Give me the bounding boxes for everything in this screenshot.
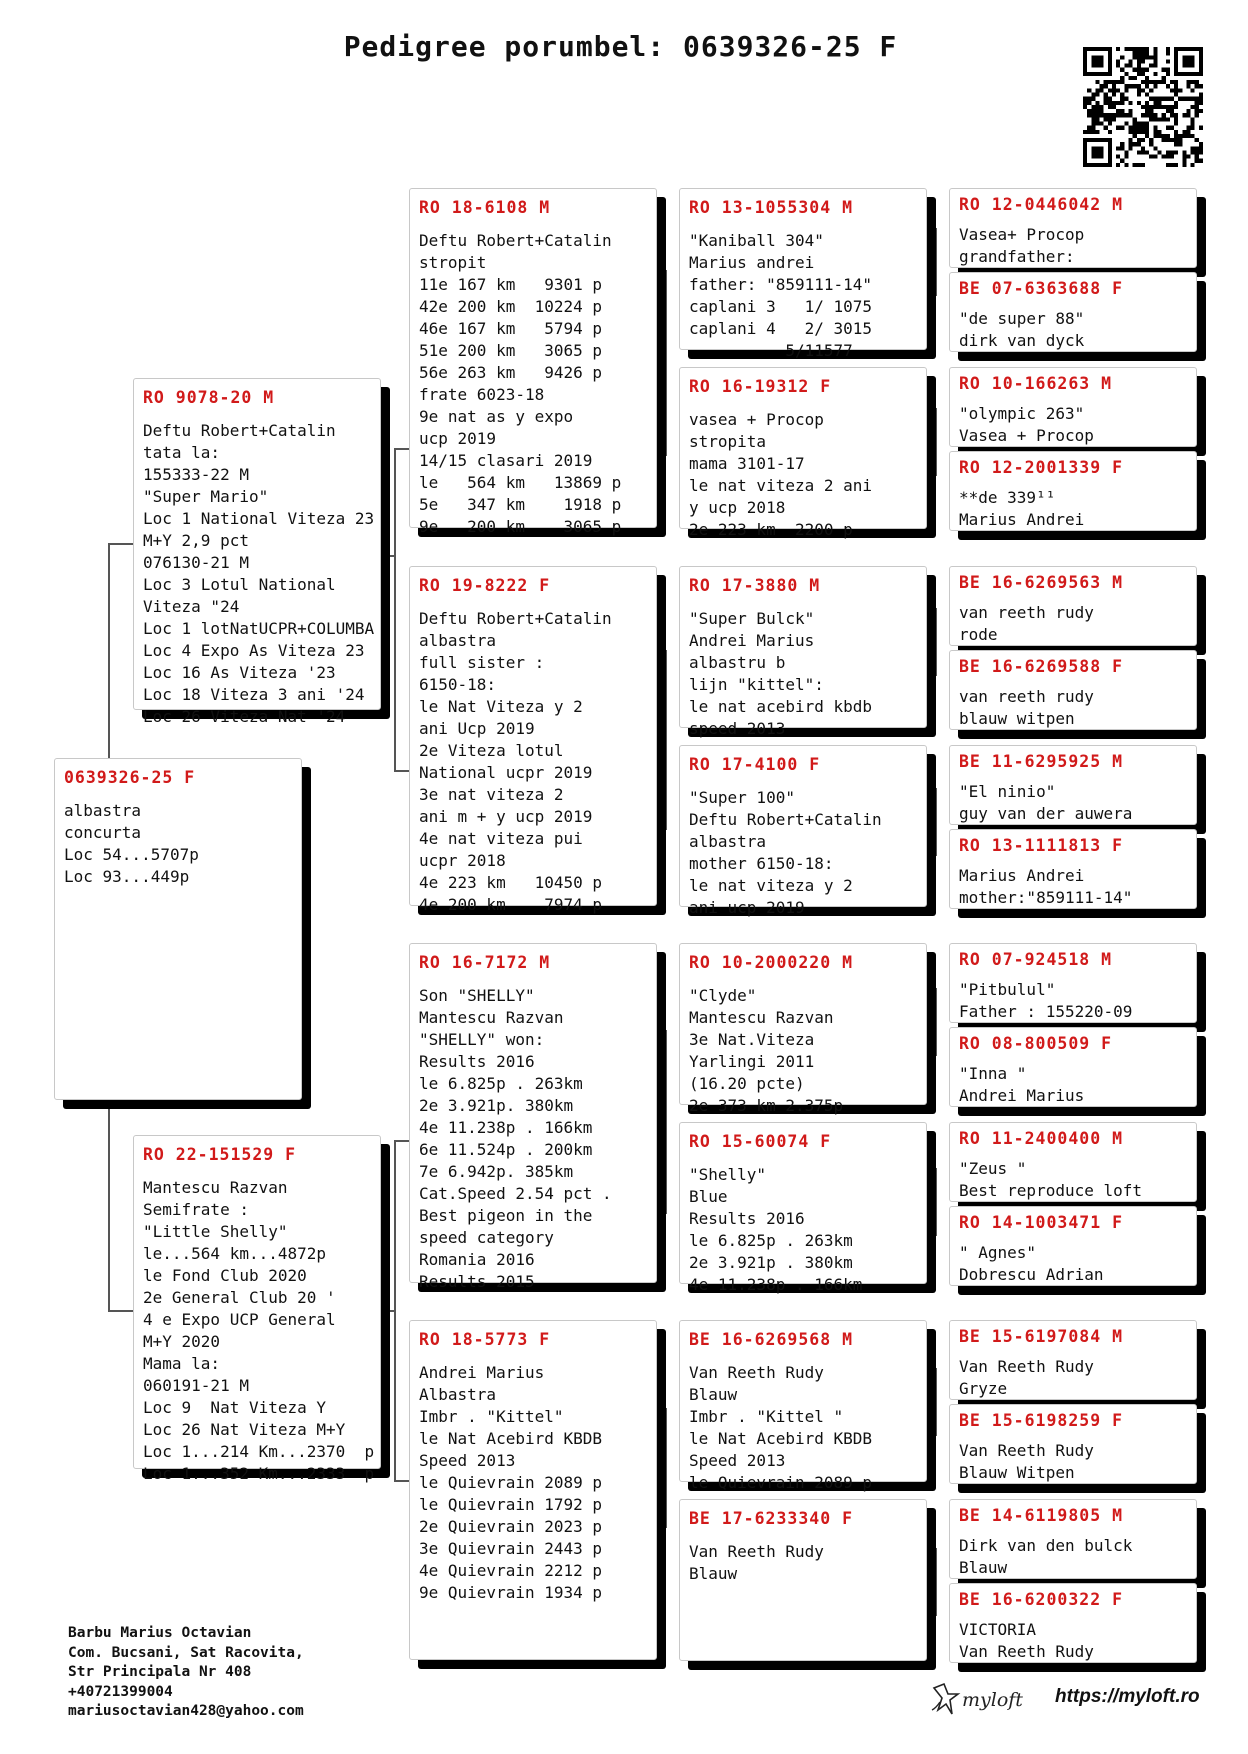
note-line: caplani 4 2/ 3015 <box>689 319 873 338</box>
pigeon-notes <box>959 308 1187 351</box>
note-line: Loc 3 Lotul National <box>143 575 336 594</box>
note-line: Speed 2013 <box>419 1451 516 1470</box>
ring-number: BE 14-6119805 M <box>959 1506 1124 1525</box>
note-line: Cat.Speed 2.54 pct . <box>419 1184 612 1203</box>
connector-line <box>384 1310 396 1312</box>
ring-number: RO 13-1111813 F <box>959 836 1124 855</box>
note-line: "olympic 263" <box>959 404 1085 423</box>
note-line: 6e 11.524p . 200km <box>419 1140 593 1159</box>
note-line: Andrei Marius <box>419 1363 545 1382</box>
pedigree-card-gen5[interactable] <box>949 829 1197 909</box>
connector-line <box>935 228 937 296</box>
owner-address-line: Com. Bucsani, Sat Racovita, <box>68 1644 304 1661</box>
note-line: le Fond Club 2020 <box>143 1266 307 1285</box>
note-line: Dirk van den bulck <box>959 1536 1133 1555</box>
pigeon-notes <box>689 608 917 740</box>
note-line: mother 6150-18: <box>689 854 834 873</box>
note-line: 14/15 clasari 2019 <box>419 451 593 470</box>
ring-number: RO 9078-20 M <box>143 388 275 407</box>
note-line: M+Y 2,9 pct <box>143 531 249 550</box>
note-line: Father : 155220-09 <box>959 1001 1133 1021</box>
note-line: le...564 km...4872p <box>143 1244 327 1263</box>
note-line: 7e 6.942p. 385km <box>419 1162 574 1181</box>
note-line: le Quievrain 1792 p <box>419 1495 603 1514</box>
note-line: Best reproduce loft <box>959 1180 1143 1200</box>
note-line: Vasea+ Procop <box>959 225 1085 244</box>
note-line: speed 2013 <box>689 719 786 738</box>
note-line: Imbr . "Kittel " <box>689 1407 844 1426</box>
note-line: 2e Quievrain 2023 p <box>419 1517 603 1536</box>
note-line: Results 2016 <box>419 1052 535 1071</box>
pedigree-card-dss[interactable] <box>679 943 927 1115</box>
connector-line <box>108 1310 133 1312</box>
pedigree-card-gen5[interactable] <box>949 272 1197 352</box>
ring-number: RO 10-166263 M <box>959 374 1113 393</box>
connector-line <box>665 1408 667 1528</box>
pedigree-card-gen5[interactable] <box>949 1583 1197 1663</box>
note-line: Romania 2016 <box>419 1250 535 1269</box>
note-line: 4e 11.238p . 166km <box>689 1275 863 1294</box>
note-line: Van Reeth Rudy <box>959 1441 1094 1460</box>
note-line: van reeth rudy <box>959 687 1094 706</box>
note-line: Best pigeon in the <box>419 1206 593 1225</box>
pigeon-notes <box>959 487 1187 530</box>
note-line: National ucpr 2019 <box>419 763 593 782</box>
note-line: Van Reeth Rudy <box>959 1357 1094 1376</box>
pigeon-notes <box>959 403 1187 446</box>
note-line: le Nat Acebird KBDB <box>419 1429 603 1448</box>
note-line: 46e 167 km 5794 p <box>419 319 603 338</box>
note-line: "SHELLY" won: <box>419 1030 545 1049</box>
pigeon-notes <box>419 608 647 916</box>
note-line: 56e 263 km 9426 p <box>419 363 603 382</box>
note-line: Viteza "24 <box>143 597 240 616</box>
note-line: 5/11577 <box>689 341 853 360</box>
connector-line <box>394 770 409 772</box>
note-line: caplani 3 1/ 1075 <box>689 297 873 316</box>
connector-line <box>394 1480 409 1482</box>
note-line: Loc 1...352 Km...2333 p <box>143 1464 375 1483</box>
pedigree-card-subject[interactable] <box>54 758 302 1100</box>
note-line: Deftu Robert+Catalin <box>143 421 336 440</box>
note-line: "Super 100" <box>689 788 795 807</box>
ring-number: BE 11-6295925 M <box>959 752 1124 771</box>
note-line: grandfather: <box>959 246 1075 266</box>
myloft-logo-text: myloft <box>962 1689 1023 1711</box>
ring-number: BE 16-6200322 F <box>959 1590 1124 1609</box>
pedigree-card-sire-dam[interactable] <box>409 566 657 914</box>
page-title: Pedigree porumbel: 0639326-25 F <box>343 30 898 63</box>
connector-line <box>935 1168 937 1236</box>
note-line: le 6.825p . 263km <box>419 1074 583 1093</box>
note-line: 2e Viteza lotul <box>419 741 564 760</box>
ring-number: RO 12-2001339 F <box>959 458 1124 477</box>
note-line: le nat viteza 2 ani <box>689 476 873 495</box>
ring-number: RO 16-7172 M <box>419 953 551 972</box>
pigeon-notes <box>959 1535 1187 1578</box>
note-line: "Super Bulck" <box>689 609 815 628</box>
note-line: 060191-21 M <box>143 1376 249 1395</box>
note-line: Loc 1 lotNatUCPR+COLUMBA <box>143 619 375 638</box>
pedigree-card-dam-sire[interactable] <box>409 943 657 1291</box>
note-line: 3e nat viteza 2 <box>419 785 564 804</box>
note-line: Loc 4 Expo As Viteza 23 <box>143 641 365 660</box>
pedigree-card-gen5[interactable] <box>949 367 1197 447</box>
note-line: le nat acebird kbdb <box>689 697 873 716</box>
pigeon-notes <box>959 1242 1187 1285</box>
owner-name: Barbu Marius Octavian <box>68 1625 252 1641</box>
note-line: "Super Mario" <box>143 487 269 506</box>
ring-number: RO 17-3880 M <box>689 576 821 595</box>
ring-number: RO 15-60074 F <box>689 1132 832 1151</box>
note-line: rode <box>959 624 998 644</box>
note-line: Van Reeth Rudy <box>689 1542 824 1561</box>
ring-number: RO 12-0446042 M <box>959 195 1124 214</box>
note-line: speed category <box>419 1228 554 1247</box>
note-line: "Zeus " <box>959 1159 1027 1178</box>
note-line: father: "859111-14" <box>689 275 873 294</box>
note-line: Yarlingi 2011 <box>689 1052 815 1071</box>
myloft-logo-icon <box>928 1680 1053 1720</box>
ring-number: RO 16-19312 F <box>689 377 832 396</box>
note-line: "Kaniball 304" <box>689 231 824 250</box>
pigeon-notes <box>959 1158 1187 1201</box>
pedigree-card-gen5[interactable] <box>949 566 1197 646</box>
note-line: le Nat Acebird KBDB <box>689 1429 873 1448</box>
pedigree-card-gen5[interactable] <box>949 943 1197 1023</box>
ring-number: BE 15-6198259 F <box>959 1411 1124 1430</box>
note-line: " Agnes" <box>959 1243 1037 1262</box>
pigeon-notes <box>689 409 917 541</box>
note-line: "de super 88" <box>959 309 1085 328</box>
note-line: Loc 9 Nat Viteza Y <box>143 1398 327 1417</box>
note-line: Results 2015 <box>419 1272 535 1291</box>
note-line: full sister : <box>419 653 545 672</box>
note-line: le Quievrain 2089 p <box>689 1473 873 1492</box>
pedigree-card-ssd[interactable] <box>679 367 927 539</box>
pedigree-card-gen5[interactable] <box>949 1122 1197 1202</box>
note-line: ani Ucp 2019 <box>419 719 535 738</box>
pedigree-card-gen5[interactable] <box>949 745 1197 825</box>
pedigree-card-gen5[interactable] <box>949 1404 1197 1484</box>
connector-line <box>394 1140 409 1142</box>
note-line: Marius Andrei <box>959 866 1085 885</box>
note-line: Dobrescu Adrian <box>959 1264 1104 1284</box>
pedigree-card-dds[interactable] <box>679 1320 927 1492</box>
pigeon-notes <box>64 800 292 888</box>
note-line: "Pitbulul" <box>959 980 1056 999</box>
note-line: guy van der auwera <box>959 803 1133 823</box>
note-line: 9e Quievrain 1934 p <box>419 1583 603 1602</box>
connector-line <box>384 555 396 557</box>
pedigree-card-dam-dam[interactable] <box>409 1320 657 1660</box>
pigeon-notes <box>143 420 375 728</box>
pigeon-notes <box>419 230 647 538</box>
note-line: albastra <box>64 801 142 820</box>
connector-line <box>935 1368 937 1436</box>
pedigree-card-sss[interactable] <box>679 188 927 360</box>
ring-number: RO 14-1003471 F <box>959 1213 1124 1232</box>
note-line: 42e 200 km 10224 p <box>419 297 603 316</box>
pedigree-card-gen5[interactable] <box>949 1206 1197 1286</box>
ring-number: BE 16-6269563 M <box>959 573 1124 592</box>
note-line: Mantescu Razvan <box>689 1008 834 1027</box>
note-line: 5e 347 km 1918 p <box>419 495 622 514</box>
note-line: 11e 167 km 9301 p <box>419 275 603 294</box>
pedigree-card-sdd[interactable] <box>679 745 927 917</box>
note-line: 2e 3.921p . 380km <box>689 1253 853 1272</box>
note-line: VICTORIA <box>959 1620 1037 1639</box>
pigeon-notes <box>419 985 647 1293</box>
note-line: 155333-22 M <box>143 465 249 484</box>
note-line: Mama la: <box>143 1354 221 1373</box>
note-line: Andrei Marius <box>689 631 815 650</box>
ring-number: RO 17-4100 F <box>689 755 821 774</box>
ring-number: RO 22-151529 F <box>143 1145 297 1164</box>
ring-number: BE 15-6197084 M <box>959 1327 1124 1346</box>
note-line: 3e Nat.Viteza <box>689 1030 815 1049</box>
note-line: Van Reeth Rudy <box>689 1363 824 1382</box>
pigeon-notes <box>959 224 1187 267</box>
note-line: "Clyde" <box>689 986 757 1005</box>
note-line: Mantescu Razvan <box>143 1178 288 1197</box>
connector-line <box>935 788 937 856</box>
note-line: **de 339¹¹ <box>959 488 1056 507</box>
ring-number: RO 18-6108 M <box>419 198 551 217</box>
note-line: Loc 16 As Viteza '23 <box>143 663 336 682</box>
note-line: "El ninio" <box>959 782 1056 801</box>
note-line: Blauw <box>959 1557 1008 1577</box>
owner-address-line: Str Principala Nr 408 <box>68 1664 252 1680</box>
note-line: ucpr 2018 <box>419 851 506 870</box>
note-line: 3e Quievrain 2443 p <box>419 1539 603 1558</box>
note-line: 4e Quievrain 2212 p <box>419 1561 603 1580</box>
ring-number: RO 10-2000220 M <box>689 953 854 972</box>
pedigree-card-gen5[interactable] <box>949 1027 1197 1107</box>
pigeon-notes <box>419 1362 647 1604</box>
note-line: le nat viteza y 2 <box>689 876 853 895</box>
connector-line <box>394 448 396 772</box>
note-line: 2e General Club 20 ' <box>143 1288 336 1307</box>
note-line: le Quievrain 2089 p <box>419 1473 603 1492</box>
connector-line <box>935 1548 937 1616</box>
pigeon-notes <box>959 1440 1187 1483</box>
note-line: 2e 3.921p. 380km <box>419 1096 574 1115</box>
website-link[interactable]: https://myloft.ro <box>1055 1686 1200 1707</box>
ring-number: BE 16-6269568 M <box>689 1330 854 1349</box>
connector-line <box>935 408 937 476</box>
note-line: Blue <box>689 1187 728 1206</box>
ring-number: RO 08-800509 F <box>959 1034 1113 1053</box>
note-line: ani m + y ucp 2019 <box>419 807 593 826</box>
pedigree-card-gen5[interactable] <box>949 1499 1197 1579</box>
note-line: "Inna " <box>959 1064 1027 1083</box>
pigeon-notes <box>689 1164 917 1296</box>
note-line: 9e nat as y expo <box>419 407 574 426</box>
note-line: 9e 200 km 3065 p <box>419 517 622 536</box>
note-line: Loc 93...449p <box>64 867 190 886</box>
pigeon-notes <box>959 979 1187 1022</box>
note-line: tata la: <box>143 443 221 462</box>
pigeon-notes <box>143 1177 375 1485</box>
note-line: "Little Shelly" <box>143 1222 288 1241</box>
note-line: 4e 11.238p . 166km <box>419 1118 593 1137</box>
note-line: 4 e Expo UCP General <box>143 1310 336 1329</box>
note-line: "Shelly" <box>689 1165 767 1184</box>
note-line: Deftu Robert+Catalin <box>419 231 612 250</box>
note-line: Loc 18 Viteza 3 ani '24 <box>143 685 365 704</box>
note-line: Blauw <box>689 1564 738 1583</box>
note-line: Blauw Witpen <box>959 1462 1075 1482</box>
ring-number: RO 11-2400400 M <box>959 1129 1124 1148</box>
note-line: M+Y 2020 <box>143 1332 221 1351</box>
pedigree-card-dsd[interactable] <box>679 1122 927 1294</box>
connector-line <box>108 543 110 759</box>
pedigree-card-gen5[interactable] <box>949 188 1197 268</box>
note-line: le Nat Viteza y 2 <box>419 697 583 716</box>
note-line: ani ucp 2019 <box>689 898 805 917</box>
owner-contact <box>68 1624 304 1722</box>
note-line: mama 3101-17 <box>689 454 805 473</box>
note-line: Son "SHELLY" <box>419 986 535 1005</box>
connector-line <box>665 1030 667 1214</box>
note-line: Blauw <box>689 1385 738 1404</box>
note-line: Semifrate : <box>143 1200 249 1219</box>
note-line: mother:"859111-14" <box>959 887 1133 907</box>
connector-line <box>108 543 133 545</box>
note-line: Albastra <box>419 1385 497 1404</box>
connector-line <box>935 608 937 676</box>
ring-number: RO 18-5773 F <box>419 1330 551 1349</box>
note-line: Results 2016 <box>689 1209 805 1228</box>
ring-number: BE 16-6269588 F <box>959 657 1124 676</box>
note-line: dirk van dyck <box>959 330 1085 350</box>
note-line: albastru b <box>689 653 786 672</box>
pedigree-card-sds[interactable] <box>679 566 927 738</box>
note-line: 4e 200 km 7974 p <box>419 895 603 914</box>
pedigree-card-gen5[interactable] <box>949 650 1197 730</box>
note-line: stropita <box>689 432 767 451</box>
pigeon-notes <box>959 865 1187 908</box>
note-line: Imbr . "Kittel" <box>419 1407 564 1426</box>
connector-line <box>108 1100 110 1310</box>
connector-line <box>935 988 937 1056</box>
qr-code-icon <box>1083 47 1203 167</box>
pigeon-notes <box>959 781 1187 824</box>
note-line: Loc 1 National Viteza 23 <box>143 509 375 528</box>
note-line: vasea + Procop <box>689 410 824 429</box>
note-line: Speed 2013 <box>689 1451 786 1470</box>
pigeon-notes <box>959 1356 1187 1399</box>
note-line: 2e 223 km 2200 p <box>689 520 853 539</box>
note-line: 4e nat viteza pui <box>419 829 583 848</box>
note-line: concurta <box>64 823 142 842</box>
pedigree-card-ddd[interactable] <box>679 1499 927 1661</box>
note-line: Mantescu Razvan <box>419 1008 564 1027</box>
owner-email[interactable]: mariusoctavian428@yahoo.com <box>68 1703 304 1719</box>
note-line: Deftu Robert+Catalin <box>689 810 882 829</box>
note-line: Loc 26 Viteza Nat '24 <box>143 707 346 726</box>
note-line: le 6.825p . 263km <box>689 1231 853 1250</box>
note-line: 076130-21 M <box>143 553 249 572</box>
ring-number: RO 19-8222 F <box>419 576 551 595</box>
note-line: Van Reeth Rudy <box>959 1641 1094 1661</box>
pigeon-notes <box>959 1063 1187 1106</box>
note-line: albastra <box>689 832 767 851</box>
note-line: ucp 2019 <box>419 429 497 448</box>
note-line: 4e 223 km 10450 p <box>419 873 603 892</box>
myloft-brand[interactable] <box>928 1680 1248 1724</box>
pigeon-notes <box>689 787 917 919</box>
note-line: 51e 200 km 3065 p <box>419 341 603 360</box>
pigeon-notes <box>689 1362 917 1494</box>
note-line: Marius Andrei <box>959 509 1085 529</box>
note-line: van reeth rudy <box>959 603 1094 622</box>
note-line: 2e 373 km 2.375p <box>689 1096 844 1115</box>
connector-line <box>665 270 667 456</box>
note-line: le 564 km 13869 p <box>419 473 622 492</box>
pedigree-card-sire[interactable] <box>133 378 381 726</box>
pigeon-notes <box>689 1541 917 1585</box>
pedigree-card-sire-sire[interactable] <box>409 188 657 536</box>
note-line: Loc 26 Nat Viteza M+Y <box>143 1420 346 1439</box>
note-line: Loc 54...5707p <box>64 845 199 864</box>
connector-line <box>665 650 667 830</box>
note-line: y ucp 2018 <box>689 498 786 517</box>
ring-number: 0639326-25 F <box>64 768 196 787</box>
pigeon-notes <box>689 985 917 1117</box>
owner-phone: +40721399004 <box>68 1683 173 1700</box>
note-line: Marius andrei <box>689 253 815 272</box>
note-line: Deftu Robert+Catalin <box>419 609 612 628</box>
note-line: Andrei Marius <box>959 1085 1085 1105</box>
pedigree-card-gen5[interactable] <box>949 1320 1197 1400</box>
ring-number: RO 13-1055304 M <box>689 198 854 217</box>
ring-number: BE 17-6233340 F <box>689 1509 854 1528</box>
ring-number: RO 07-924518 M <box>959 950 1113 969</box>
ring-number: BE 07-6363688 F <box>959 279 1124 298</box>
note-line: Gryze <box>959 1378 1008 1398</box>
pedigree-card-gen5[interactable] <box>949 451 1197 531</box>
pigeon-notes <box>689 230 917 362</box>
note-line: 6150-18: <box>419 675 497 694</box>
pigeon-notes <box>959 1619 1187 1662</box>
note-line: stropit <box>419 253 487 272</box>
note-line: (16.20 pcte) <box>689 1074 805 1093</box>
pedigree-card-dam[interactable] <box>133 1135 381 1483</box>
note-line: lijn "kittel": <box>689 675 824 694</box>
connector-line <box>394 448 409 450</box>
pigeon-notes <box>959 602 1187 645</box>
note-line: blauw witpen <box>959 708 1075 728</box>
note-line: albastra <box>419 631 497 650</box>
note-line: Vasea + Procop <box>959 425 1094 445</box>
note-line: Loc 1...214 Km...2370 p <box>143 1442 375 1461</box>
pigeon-notes <box>959 686 1187 729</box>
note-line: frate 6023-18 <box>419 385 545 404</box>
